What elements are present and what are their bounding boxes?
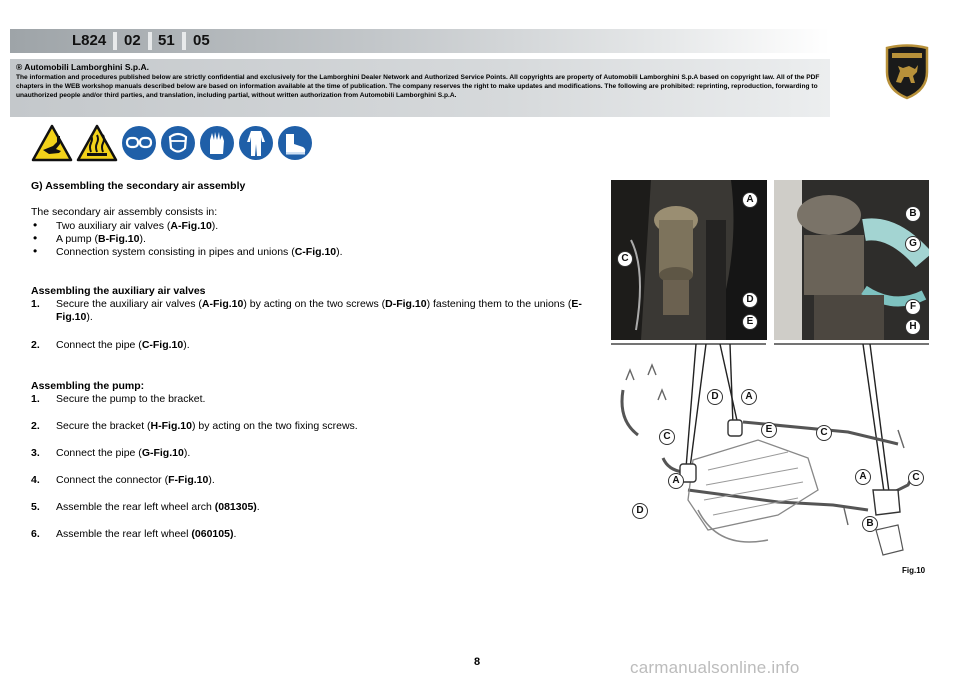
section-heading: G) Assembling the secondary air assembly <box>31 180 246 192</box>
dust-mask-icon <box>160 124 196 162</box>
figure-reference: F-Fig.10 <box>168 474 209 486</box>
callout-label: F <box>905 299 921 315</box>
header-separator <box>182 32 186 50</box>
step-text: . <box>233 528 237 540</box>
pump-step: 5. Assemble the rear left wheel arch (081305). <box>31 501 260 513</box>
subgroup-code: 51 <box>158 32 175 49</box>
hand-crush-warning-icon <box>31 124 73 162</box>
step-text: Connect the pipe ( <box>56 447 142 459</box>
step-text: Secure the pump to the bracket. <box>56 393 206 405</box>
header-separator <box>148 32 152 50</box>
page-number: 8 <box>474 656 481 668</box>
callout-label: C <box>659 429 675 445</box>
step-text: Connect the pipe ( <box>56 339 142 351</box>
step-text: ). <box>208 474 215 486</box>
figure-reference: E-Fig.10 <box>56 298 582 323</box>
figure-reference: A-Fig.10 <box>201 298 244 310</box>
step-text: ) fastening them to the unions ( <box>426 298 572 310</box>
hot-surface-warning-icon <box>76 124 118 162</box>
step-text: ). <box>183 447 191 459</box>
callout-label: C <box>908 470 924 486</box>
figure-reference: G-Fig.10 <box>141 447 184 459</box>
figure-reference: C-Fig.10 <box>141 339 184 351</box>
exploded-drawing <box>608 340 933 565</box>
callout-label: E <box>761 422 777 438</box>
figure-label: Fig.10 <box>902 566 926 575</box>
copyright-title: ® Automobili Lamborghini S.p.A. <box>16 62 149 72</box>
pump-heading: Assembling the pump: <box>31 380 145 392</box>
pump-step: 1. Secure the pump to the bracket. <box>31 393 206 405</box>
lamborghini-shield-logo <box>884 44 930 100</box>
callout-label: C <box>816 425 832 441</box>
step-text: ) by acting on the two fixing screws. <box>191 420 358 432</box>
step-text: ). <box>183 339 190 351</box>
group-code: 02 <box>124 32 141 49</box>
manual-code: L824 <box>72 32 107 49</box>
pump-step: 6. Assemble the rear left wheel (060105). <box>31 528 237 540</box>
figure-reference: (081305) <box>214 501 257 513</box>
protective-overalls-icon <box>238 124 274 162</box>
section-code: 05 <box>193 32 210 49</box>
copyright-text: The information and procedures published below are strictly confidential and exclusively for the Lamborghini Dealer Network and Authorized Service Points. All copyrights are property of Automobili Lamborghini S.p.A based on copyright law. All of the PDF chapters in the WEB workshop manuals described below are based on information available at the time of publication. The company reserves the right to make updates and modifications. The following are prohibited: reprinting, reproduction, forwarding to unauthorized people and/or third parties, and translation, including partial, without written authorization from Automobili Lamborghini S.p.A. <box>16 74 820 100</box>
protective-gloves-icon <box>199 124 235 162</box>
valves-heading: Assembling the auxiliary air valves <box>31 285 206 297</box>
callout-label: D <box>707 389 723 405</box>
pump-photo <box>774 180 929 340</box>
step-text: ). <box>86 311 93 323</box>
step-text: Assemble the rear left wheel <box>56 528 192 540</box>
section-intro: The secondary air assembly consists in: <box>31 206 218 218</box>
step-text: Assemble the rear left wheel arch <box>56 501 215 513</box>
safety-goggles-icon <box>121 124 157 162</box>
pump-step: 4. Connect the connector (F-Fig.10). <box>31 474 215 486</box>
callout-label: A <box>668 473 684 489</box>
callout-label: B <box>905 206 921 222</box>
figure-reference: (060105) <box>191 528 234 540</box>
callout-label: A <box>855 469 871 485</box>
valves-step: 2. Connect the pipe (C-Fig.10). <box>31 339 190 351</box>
copyright-notice <box>10 59 830 117</box>
step-text: . <box>256 501 260 513</box>
callout-label: B <box>862 516 878 532</box>
figure-reference: H-Fig.10 <box>150 420 192 432</box>
callout-label: C <box>617 251 633 267</box>
callout-label: A <box>742 192 758 208</box>
valves-step: 1. Secure the auxiliary air valves (A-Fig.10) by acting on the two screws (D-Fig.10) fastening them to the unions (E-Fig.10). <box>31 298 582 323</box>
callout-label: A <box>741 389 757 405</box>
callout-label: E <box>742 314 758 330</box>
step-text: Connect the connector ( <box>56 474 169 486</box>
safety-boots-icon <box>277 124 313 162</box>
header-separator <box>113 32 117 50</box>
step-text: ) by acting on the two screws ( <box>243 298 386 310</box>
callout-label: G <box>905 236 921 252</box>
pump-step: 3. Connect the pipe (G-Fig.10). <box>31 447 191 459</box>
step-text: Secure the auxiliary air valves ( <box>56 298 202 310</box>
step-text: Secure the bracket ( <box>56 420 151 432</box>
pump-step: 2. Secure the bracket (H-Fig.10) by acting on the two fixing screws. <box>31 420 358 432</box>
watermark: carmanualsonline.info <box>630 658 800 677</box>
callout-label: D <box>742 292 758 308</box>
callout-label: D <box>632 503 648 519</box>
figure-reference: D-Fig.10 <box>385 298 427 310</box>
callout-label: H <box>905 319 921 335</box>
